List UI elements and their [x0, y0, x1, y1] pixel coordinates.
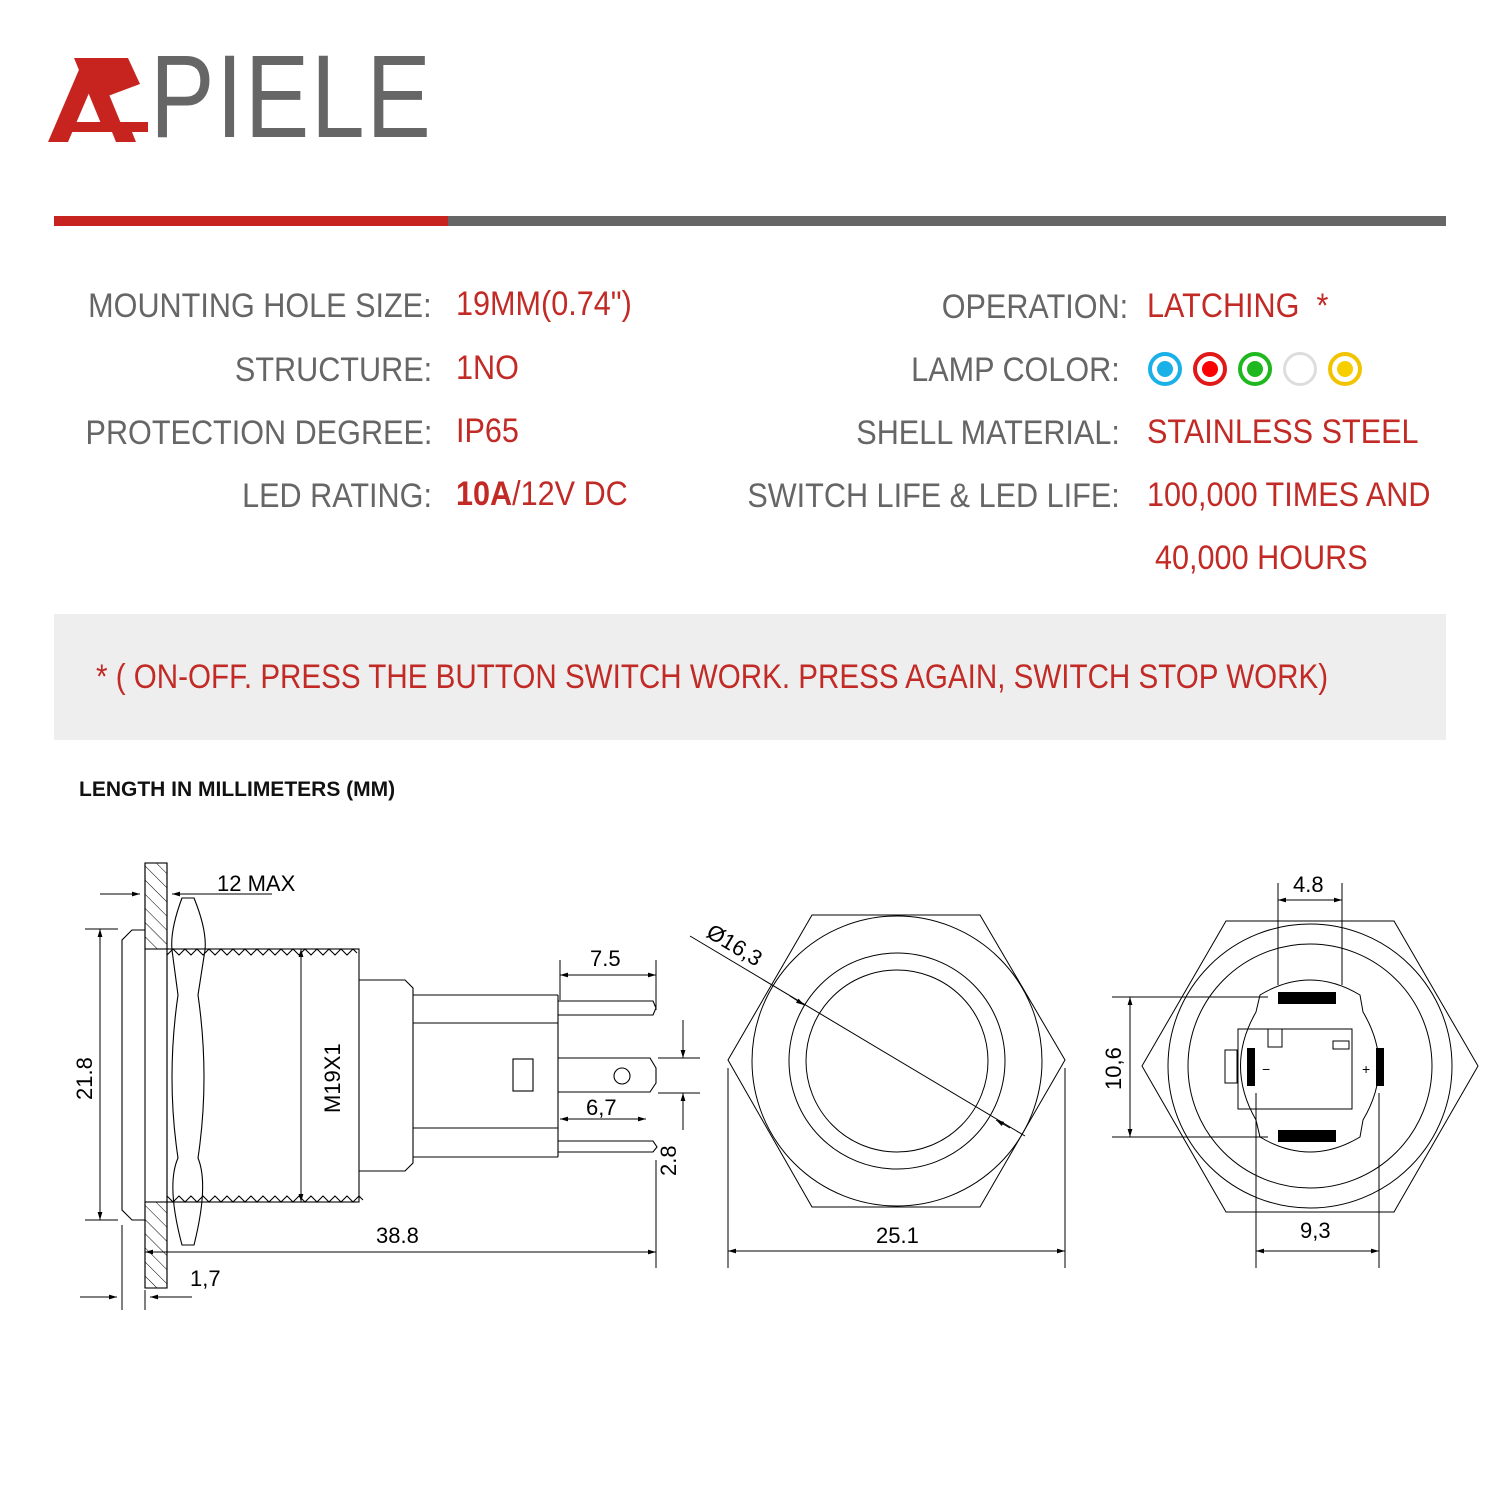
spec-value-led-rating [456, 474, 628, 514]
dim-thread: M19X1 [320, 1043, 345, 1113]
spec-label-lamp-color: LAMP COLOR: [911, 351, 1120, 389]
spec-value-operation: LATCHING * [1147, 287, 1329, 325]
brand-name: PIELE [150, 31, 433, 163]
units-heading: LENGTH IN MILLIMETERS (MM) [79, 778, 396, 801]
plus-sign-icon: + [1362, 1061, 1371, 1077]
spec-value-life-line2: 40,000 HOURS [1155, 539, 1368, 577]
divider-gray [448, 216, 1446, 226]
divider-red [54, 216, 448, 226]
spec-value-shell: STAINLESS STEEL [1147, 413, 1419, 451]
front-view-labels [702, 919, 918, 1248]
logo-mark-icon [48, 52, 158, 147]
technical-drawing [0, 840, 1500, 1340]
minus-sign-icon: − [1262, 1061, 1271, 1077]
spec-label-structure: STRUCTURE: [234, 351, 432, 389]
lamp-color-red-icon [1193, 352, 1227, 386]
dim-terminal-offset: 6,7 [586, 1095, 617, 1120]
dim-terminal-len: 7.5 [590, 946, 621, 971]
spec-value-mounting: 19MM(0.74") [456, 285, 632, 323]
brand-logo [48, 31, 433, 163]
spec-label-protection: PROTECTION DEGREE: [85, 414, 432, 452]
operation-note-text: * ( ON-OFF. PRESS THE BUTTON SWITCH WORK. PRESS AGAIN, SWITCH STOP WORK) [96, 658, 1329, 696]
dim-head-thick: 1,7 [190, 1266, 221, 1291]
rear-view [1112, 883, 1478, 1268]
dim-terminal-w: 4.8 [1293, 872, 1324, 897]
lamp-color-swatches [1148, 352, 1362, 386]
dim-hex-width: 25.1 [876, 1223, 919, 1248]
lamp-color-white-icon [1283, 352, 1317, 386]
spec-label-mounting: MOUNTING HOLE SIZE: [88, 287, 432, 325]
spec-label-shell: SHELL MATERIAL: [856, 414, 1120, 452]
spec-value-protection: IP65 [456, 412, 519, 450]
lamp-color-yellow-icon [1328, 352, 1362, 386]
front-view [690, 915, 1065, 1268]
spec-label-operation: OPERATION: [941, 288, 1128, 326]
spec-label-led-rating: LED RATING: [242, 477, 432, 515]
spec-value-structure: 1NO [456, 349, 519, 387]
led-rating-voltage: /12V DC [512, 475, 628, 513]
dim-12-max: 12 MAX [217, 871, 296, 896]
spec-value-life-line1: 100,000 TIMES AND [1147, 476, 1431, 514]
dim-terminal-width: 2.8 [656, 1145, 681, 1176]
dim-led-gap: 9,3 [1300, 1218, 1331, 1243]
dim-total-len: 38.8 [376, 1223, 419, 1248]
lamp-color-blue-icon [1148, 352, 1182, 386]
dim-ring-dia: Ø16,3 [702, 918, 767, 972]
lamp-color-green-icon [1238, 352, 1272, 386]
dim-terminal-gap: 10,6 [1101, 1047, 1126, 1090]
led-rating-current: 10A [456, 475, 513, 513]
spec-label-life: SWITCH LIFE & LED LIFE: [747, 477, 1120, 515]
dim-head-dia: 21.8 [72, 1057, 97, 1100]
